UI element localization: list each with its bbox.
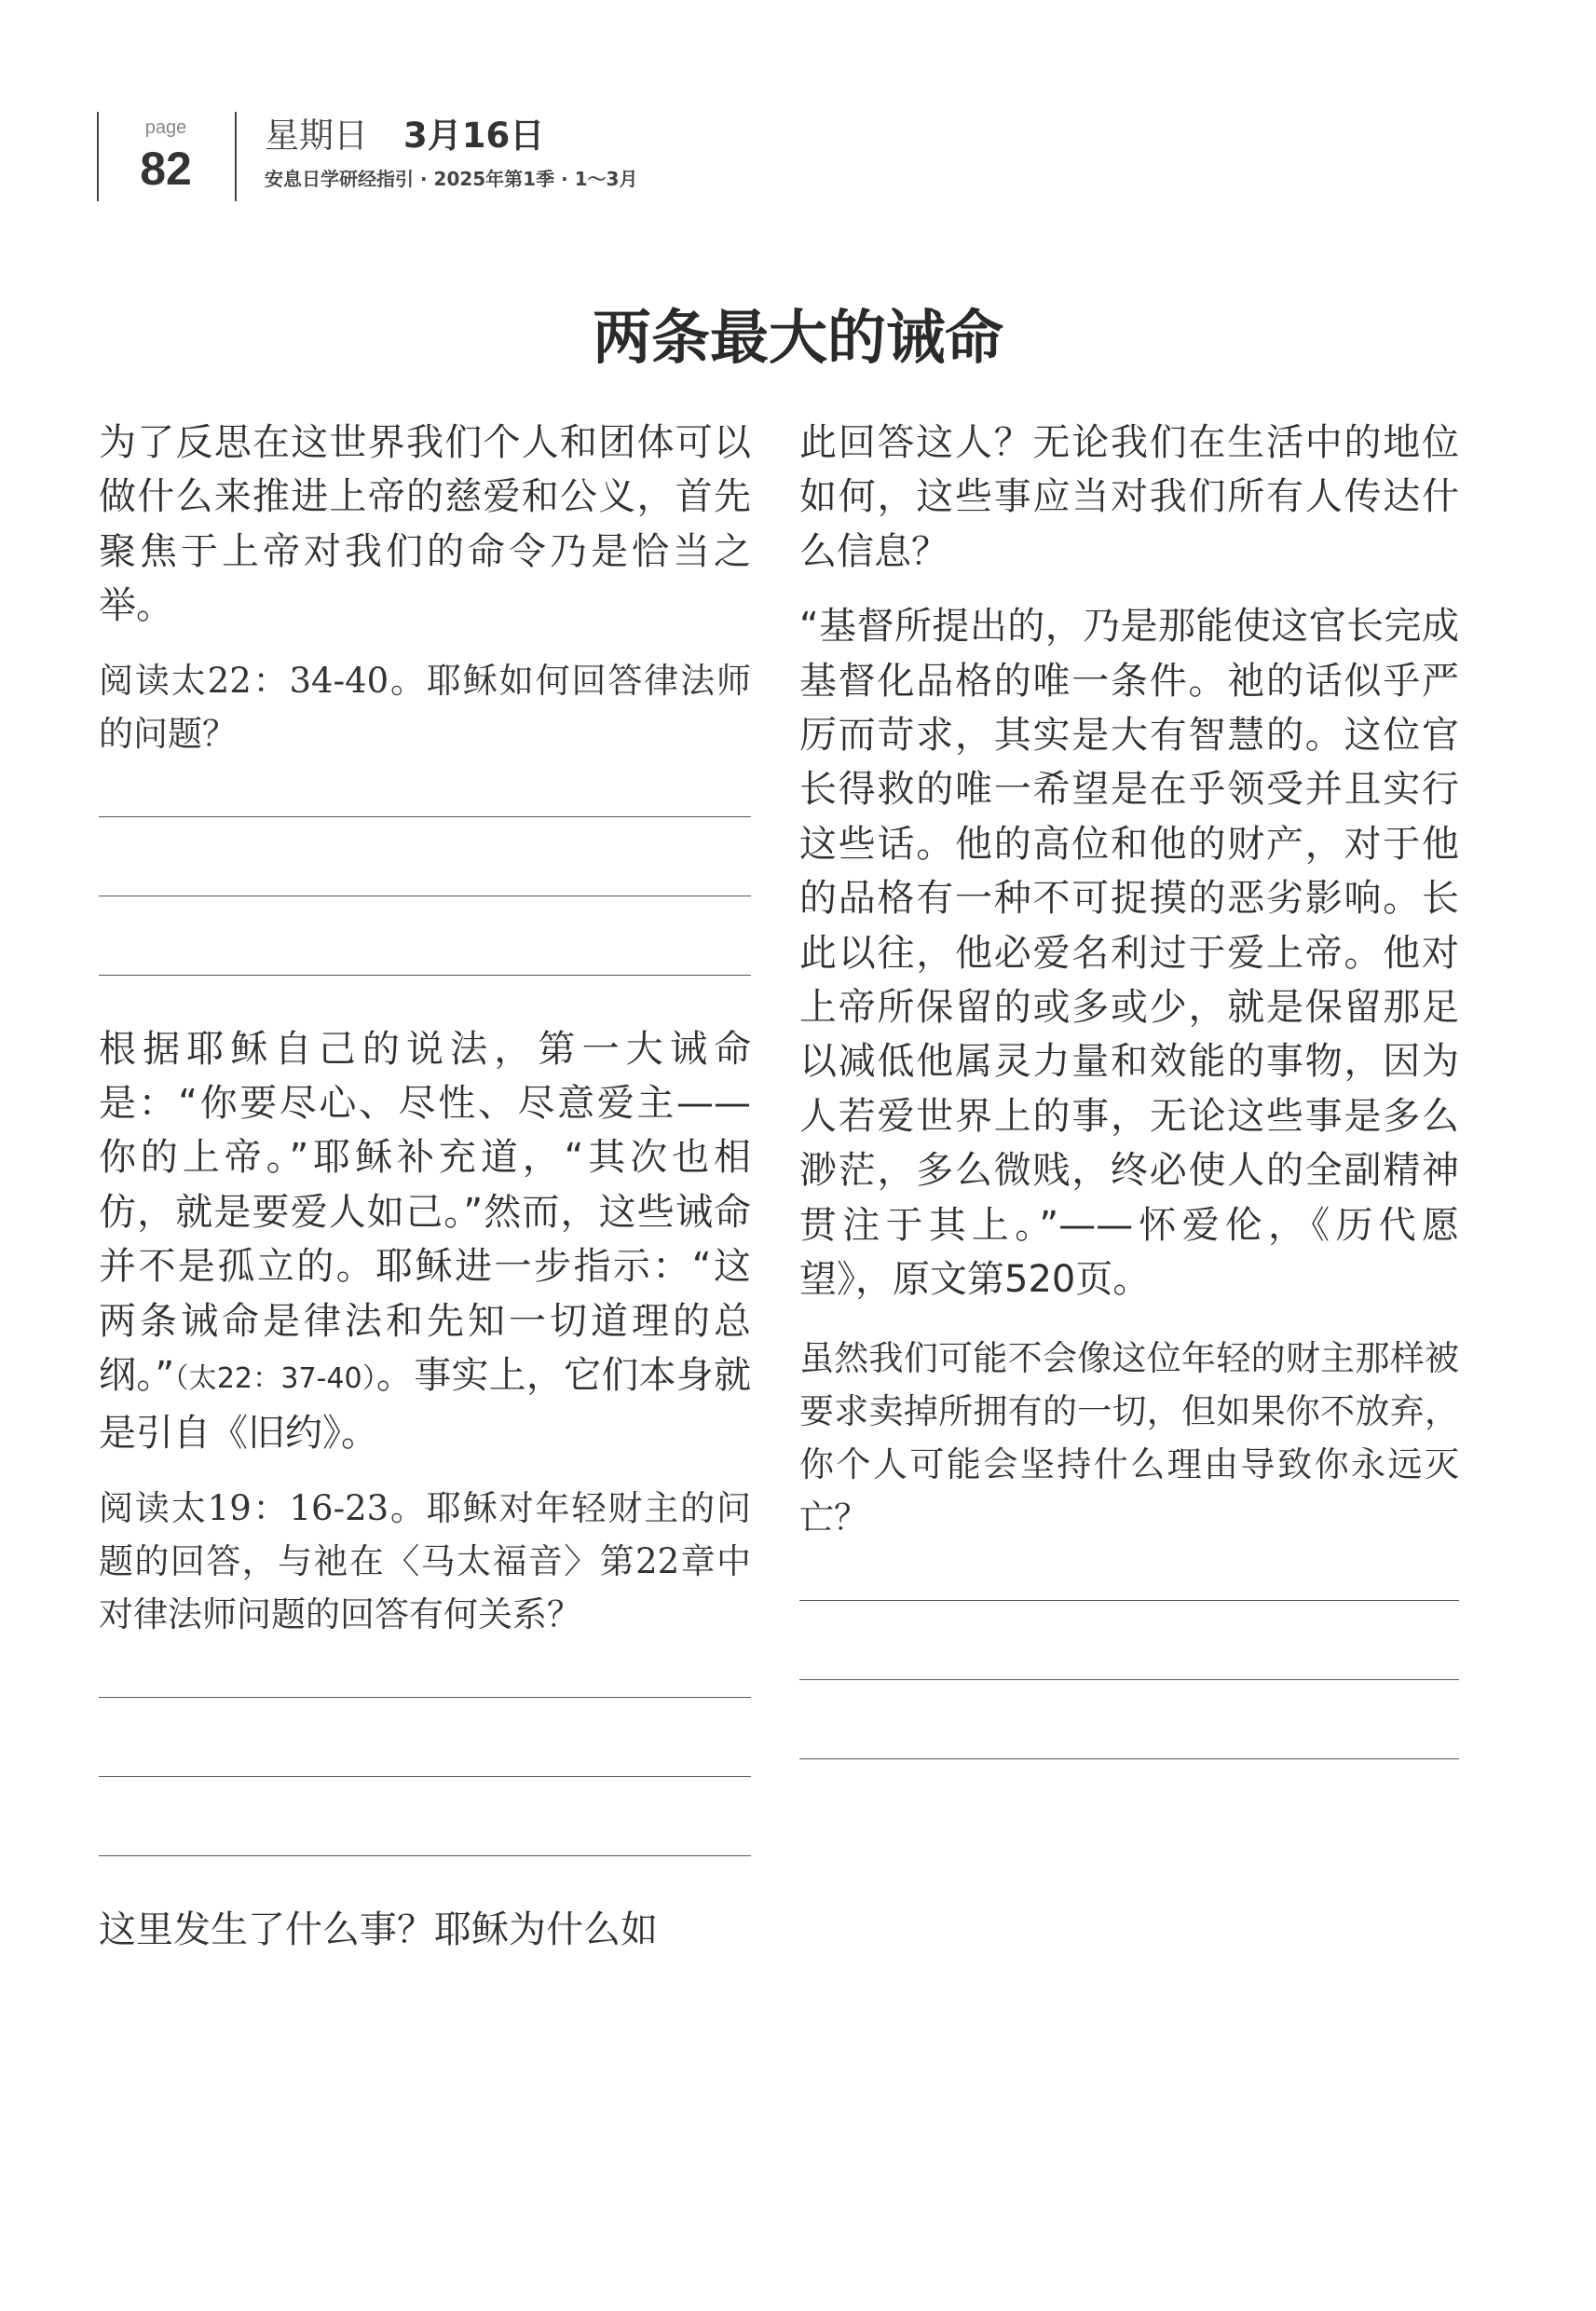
answer-lines-3	[799, 1544, 1459, 1759]
publication-subtitle: 安息日学研经指引 · 2025年第1季 · 1～3月	[265, 168, 638, 190]
intro-paragraph: 为了反思在这世界我们个人和团体可以做什么来推进上帝的慈爱和公义，首先聚焦于上帝对我们的命令乃是恰当之举。	[99, 421, 751, 628]
answer-lines-2	[99, 1641, 751, 1856]
answer-line[interactable]	[799, 1679, 1459, 1680]
page-label: page	[144, 117, 187, 138]
date-line	[265, 116, 544, 157]
body-paragraph	[99, 1022, 751, 1461]
answer-lines-1	[99, 760, 751, 976]
answer-line[interactable]	[799, 1758, 1459, 1759]
closing-paragraph: 这里发生了什么事？耶稣为什么如	[99, 1908, 658, 1951]
left-column	[99, 416, 751, 1957]
answer-line[interactable]	[99, 1776, 751, 1777]
question-3: 虽然我们可能不会像这位年轻的财主那样被要求卖掉所拥有的一切，但如果你不放弃，你个人可能会坚持什么理由导致你永远灭亡？	[799, 1337, 1459, 1538]
answer-line[interactable]	[99, 816, 751, 817]
page-number: 82	[140, 143, 192, 195]
question-1: 阅读太22：34-40。耶稣如何回答律法师的问题？	[99, 660, 751, 754]
lesson-title: 两条最大的诫命	[593, 303, 1003, 372]
right-column	[799, 416, 1459, 1759]
answer-line[interactable]	[99, 1697, 751, 1698]
answer-line[interactable]	[799, 1600, 1459, 1601]
date: 3月16日	[403, 116, 545, 156]
question-2: 阅读太19：16-23。耶稣对年轻财主的问题的回答，与祂在〈马太福音〉第22章中对律法师问题的回答有何关系？	[99, 1487, 751, 1634]
quote-paragraph: “基督所提出的，乃是那能使这官长完成基督化品格的唯一条件。祂的话似乎严厉而苛求，其实是大有智慧的。这位官长得救的唯一希望是在乎领受并且实行这些话。他的高位和他的财产，对于他的品格有一种不可捉摸的恶劣影响。长此以往，他必爱名利过于爱上帝。他对上帝所保留的或多或少，就是保留那足以减低他属灵力量和效能的事物，因为人若爱世界上的事，无论这些事是多么渺茫，多么微贱，终必使人的全副精神贯注于其上。”——怀爱伦，《历代愿望》，原文第520页。	[799, 605, 1459, 1302]
header-divider-right	[235, 112, 237, 201]
weekday: 星期日	[265, 116, 368, 156]
body-main-text: 根据耶稣自己的说法，第一大诫命是：“你要尽心、尽性、尽意爱主——你的上帝。”耶稣补充道，“其次也相仿，就是要爱人如己。”然而，这些诫命并不是孤立的。耶稣进一步指示：“这两条诫命是律法和先知一切道理的总纲。”	[99, 1027, 751, 1398]
scripture-reference: （太22：37-40）	[174, 1362, 377, 1396]
body-end-text: 。事实上，它们本身就是引自《旧约》。	[99, 1354, 751, 1456]
continuation-paragraph: 此回答这人？无论我们在生活中的地位如何，这些事应当对我们所有人传达什么信息？	[799, 421, 1459, 573]
